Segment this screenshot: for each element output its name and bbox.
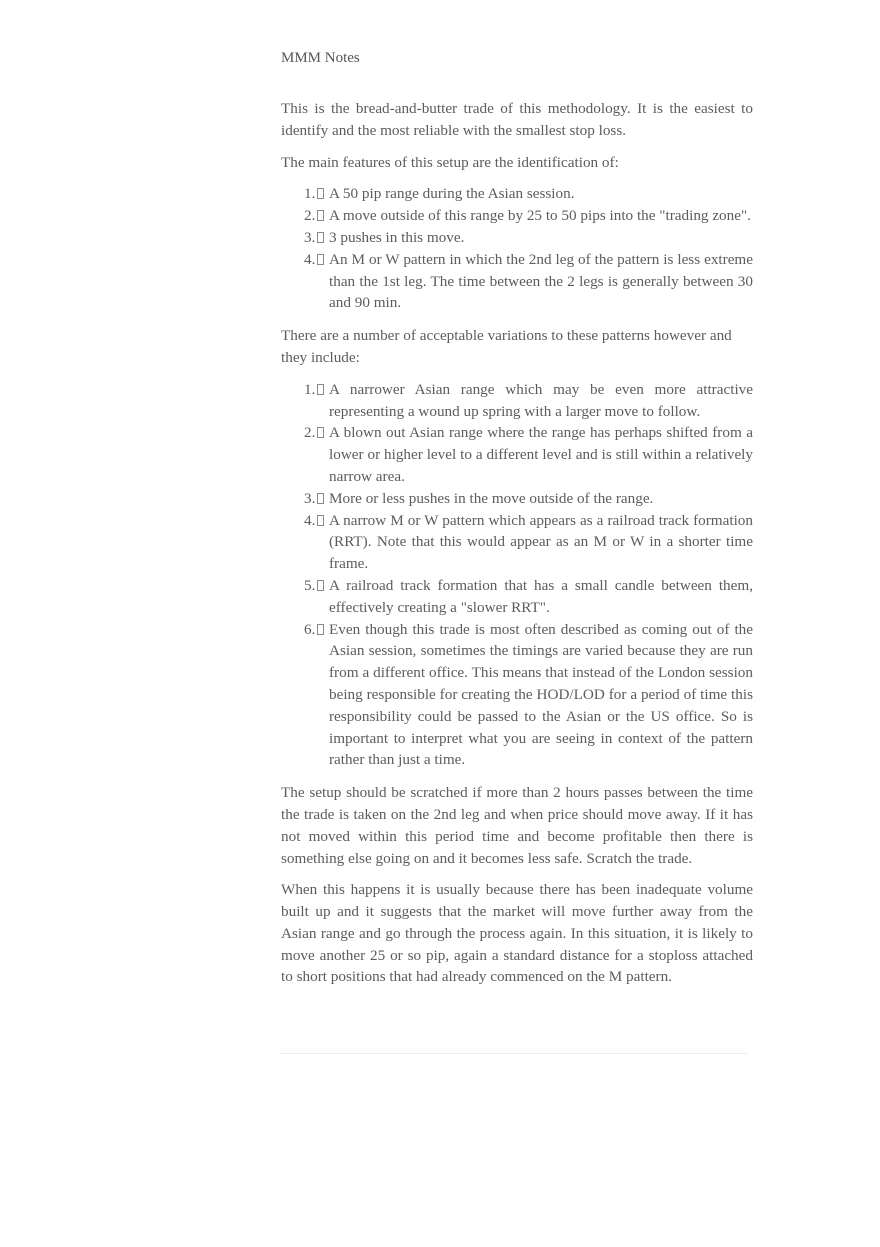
list-item-text: A narrow M or W pattern which appears as a railroad track formation (RRT). Note that this would appear as an M or W in a shorter time frame. bbox=[329, 511, 753, 573]
missing-glyph-icon bbox=[317, 232, 324, 243]
list-number: 4. bbox=[304, 511, 316, 529]
list-item bbox=[281, 205, 753, 227]
list-item bbox=[281, 575, 753, 619]
list-item bbox=[281, 249, 753, 314]
list-item bbox=[281, 488, 753, 510]
footer-divider bbox=[281, 1053, 747, 1054]
list-item-text: A blown out Asian range where the range has perhaps shifted from a lower or higher level to a different level and is still within a relatively narrow area. bbox=[329, 424, 753, 485]
list-item-text: More or less pushes in the move outside of the range. bbox=[329, 489, 654, 507]
list-number: 1. bbox=[304, 185, 316, 203]
list-item-text: Even though this trade is most often described as coming out of the Asian session, sometimes the timings are varied because they are run from a different office. This means that instead of the London session being responsible for creating the HOD/LOD for a period of time this responsibility could be passed to the Asian or the US office. So is important to interpret what you are seeing in context of the pattern rather than just a time. bbox=[329, 620, 753, 769]
missing-glyph-icon bbox=[317, 580, 324, 591]
list-number: 2. bbox=[304, 424, 316, 442]
missing-glyph-icon bbox=[317, 493, 324, 504]
list-number: 3. bbox=[304, 228, 316, 246]
missing-glyph-icon bbox=[317, 624, 324, 635]
intro-paragraph: This is the bread-and-butter trade of this methodology. It is the easiest to identify and the most reliable with the smallest stop loss. bbox=[281, 100, 753, 139]
list-item-text: A move outside of this range by 25 to 50 pips into the "trading zone". bbox=[329, 207, 751, 225]
list-item-text: A narrower Asian range which may be even more attractive representing a wound up spring with a larger move to follow. bbox=[329, 380, 753, 420]
document-header-title: MMM Notes bbox=[281, 50, 360, 66]
missing-glyph-icon bbox=[317, 210, 324, 221]
list-number: 1. bbox=[304, 380, 316, 398]
list-item-text: A 50 pip range during the Asian session. bbox=[329, 185, 575, 203]
list-number: 6. bbox=[304, 620, 316, 638]
features-intro: The main features of this setup are the identification of: bbox=[281, 153, 619, 171]
list-item-text: A railroad track formation that has a small candle between them, effectively creating a "slower RRT". bbox=[329, 576, 753, 616]
list-number: 4. bbox=[304, 250, 316, 268]
variations-intro: There are a number of acceptable variations to these patterns however and they include: bbox=[281, 327, 732, 366]
missing-glyph-icon bbox=[317, 384, 324, 395]
variations-list bbox=[281, 379, 753, 771]
list-item-text: An M or W pattern in which the 2nd leg of the pattern is less extreme than the 1st leg. The time between the 2 legs is generally between 30 and 90 min. bbox=[329, 250, 753, 312]
features-list bbox=[281, 183, 753, 314]
list-item bbox=[281, 227, 753, 249]
list-number: 2. bbox=[304, 207, 316, 225]
missing-glyph-icon bbox=[317, 254, 324, 265]
missing-glyph-icon bbox=[317, 515, 324, 526]
closing-paragraph: When this happens it is usually because there has been inadequate volume built up and it suggests that the market will move further away from the Asian range and go through the process again. In this situation, it is likely to move another 25 or so pip, again a standard distance for a stoploss attached to short positions that had already commenced on the M pattern. bbox=[281, 881, 753, 986]
list-item bbox=[281, 510, 753, 575]
list-number: 5. bbox=[304, 576, 316, 594]
list-item bbox=[281, 379, 753, 423]
list-item bbox=[281, 422, 753, 487]
scratch-paragraph: The setup should be scratched if more than 2 hours passes between the time the trade is taken on the 2nd leg and when price should move away. If it has not moved within this period time and become profitable then there is something else going on and it becomes less safe. Scratch the trade. bbox=[281, 784, 753, 867]
missing-glyph-icon bbox=[317, 427, 324, 438]
document-body bbox=[281, 98, 753, 998]
list-item bbox=[281, 619, 753, 772]
list-item-text: 3 pushes in this move. bbox=[329, 228, 465, 246]
list-item bbox=[281, 183, 753, 205]
list-number: 3. bbox=[304, 489, 316, 507]
missing-glyph-icon bbox=[317, 188, 324, 199]
